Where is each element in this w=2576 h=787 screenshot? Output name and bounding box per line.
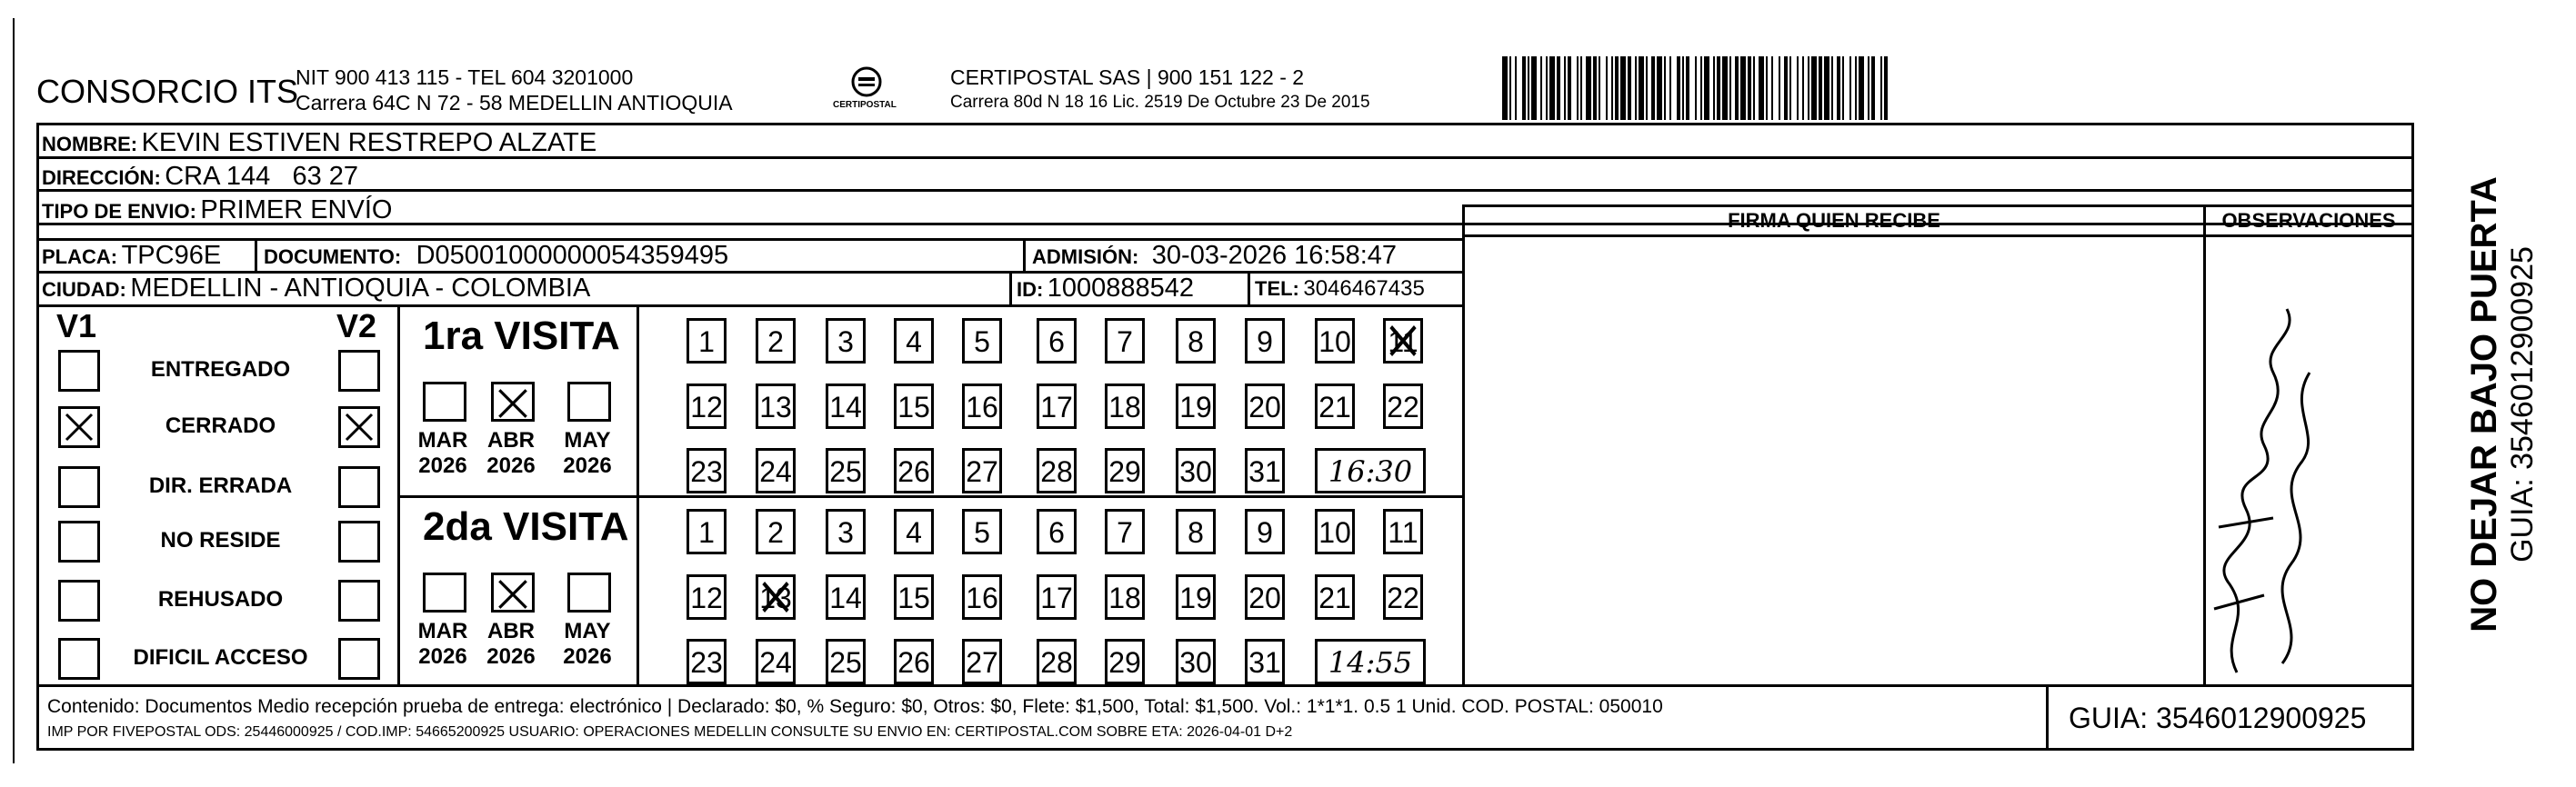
status-v2-checkbox[interactable] xyxy=(338,521,380,563)
day-box[interactable]: 3 xyxy=(826,318,866,364)
barcode-bar xyxy=(1557,56,1560,120)
visit-title: 1ra VISITA xyxy=(423,314,620,358)
barcode-bar xyxy=(1620,56,1626,120)
footer-imp: IMP POR FIVEPOSTAL ODS: 25446000925 / COD.IMP: 54665200925 USUARIO: OPERACIONES MEDELLIN CONSULTE SU ENVIO EN: CERTIPOSTAL.COM SOBRE ETA: 2026-04-01 D+2 xyxy=(47,724,1293,740)
day-box[interactable]: 12 xyxy=(687,384,727,429)
barcode-bar xyxy=(1759,56,1764,120)
month-year: 2026 xyxy=(418,453,467,478)
barcode-bar xyxy=(1686,56,1689,120)
barcode-bar xyxy=(1837,56,1840,120)
day-box[interactable]: 15 xyxy=(894,384,934,429)
day-box[interactable]: 21 xyxy=(1315,574,1355,620)
day-box[interactable]: 19 xyxy=(1176,574,1216,620)
status-v1-checkbox[interactable] xyxy=(58,406,100,448)
month-checkbox[interactable] xyxy=(567,573,611,613)
status-v2-checkbox[interactable] xyxy=(338,580,380,622)
month-year: 2026 xyxy=(418,643,467,669)
company-address: Carrera 64C N 72 - 58 MEDELLIN ANTIOQUIA xyxy=(296,91,733,115)
direccion-value: CRA 144 63 27 xyxy=(165,162,359,191)
barcode-bar xyxy=(1797,56,1799,120)
month-year: 2026 xyxy=(563,643,612,669)
day-box[interactable]: 7 xyxy=(1105,318,1145,364)
day-box[interactable]: 20 xyxy=(1245,384,1285,429)
month-year: 2026 xyxy=(486,453,536,478)
barcode-bar xyxy=(1657,56,1662,120)
id-value: 1000888542 xyxy=(1047,274,1195,303)
barcode-bar xyxy=(1766,56,1768,120)
barcode-bar xyxy=(1704,56,1709,120)
month-name: MAR xyxy=(417,619,468,643)
status-label: NO RESIDE xyxy=(160,528,281,553)
day-box[interactable]: 4 xyxy=(894,318,934,364)
x-mark-icon xyxy=(61,409,97,445)
status-label: DIR. ERRADA xyxy=(148,473,293,498)
tel-label: TEL: xyxy=(1255,277,1299,300)
month-checkbox[interactable] xyxy=(423,573,466,613)
barcode-bar xyxy=(1528,56,1529,120)
direccion-label: DIRECCIÓN: xyxy=(42,166,161,189)
day-box[interactable]: 5 xyxy=(962,509,1002,554)
day-box[interactable]: 5 xyxy=(962,318,1002,364)
barcode-bar xyxy=(1771,56,1773,120)
day-box[interactable]: 16 xyxy=(962,574,1002,620)
barcode-bar xyxy=(1700,56,1702,120)
month-name: MAY xyxy=(564,428,611,453)
x-mark-icon xyxy=(758,577,793,617)
visit-time-box[interactable]: 14:55 xyxy=(1315,639,1426,684)
day-box[interactable] xyxy=(756,574,796,620)
month-name: MAY xyxy=(564,619,611,643)
barcode-bar xyxy=(1808,56,1809,120)
day-box[interactable]: 24 xyxy=(756,448,796,493)
month-checkbox[interactable] xyxy=(491,382,535,422)
barcode-bar xyxy=(1871,56,1875,120)
ciudad-label: CIUDAD: xyxy=(42,278,126,301)
barcode-bar xyxy=(1646,56,1648,120)
month-label xyxy=(475,428,547,478)
certipostal-logo xyxy=(835,64,898,118)
x-mark-icon xyxy=(494,384,532,423)
day-box[interactable]: 21 xyxy=(1315,384,1355,429)
day-box[interactable]: 22 xyxy=(1383,574,1423,620)
documento-label: DOCUMENTO: xyxy=(264,245,402,268)
day-box[interactable]: 6 xyxy=(1037,318,1077,364)
day-box[interactable]: 11 xyxy=(1383,509,1423,554)
month-label xyxy=(406,619,479,669)
day-box[interactable]: 12 xyxy=(687,574,727,620)
barcode-bar xyxy=(1729,56,1731,120)
barcode-bar xyxy=(1677,56,1680,120)
day-box[interactable]: 8 xyxy=(1176,318,1216,364)
month-name: ABR xyxy=(487,428,535,453)
tel-value: 3046467435 xyxy=(1303,276,1425,301)
barcode-bar xyxy=(1540,56,1542,120)
status-v1-checkbox[interactable] xyxy=(58,466,100,508)
day-number: 11 xyxy=(1388,325,1418,358)
day-box[interactable]: 25 xyxy=(826,448,866,493)
barcode-bar xyxy=(1639,56,1644,120)
barcode-bar xyxy=(1717,56,1720,120)
month-checkbox[interactable] xyxy=(491,573,535,613)
no-dejar-bajo-puerta: NO DEJAR BAJO PUERTA xyxy=(2464,176,2504,633)
day-box[interactable]: 31 xyxy=(1245,639,1285,684)
day-box[interactable]: 7 xyxy=(1105,509,1145,554)
barcode-bar xyxy=(1615,56,1619,120)
day-box[interactable]: 27 xyxy=(962,639,1002,684)
barcode-bar xyxy=(1502,56,1508,120)
x-mark-icon xyxy=(494,575,532,613)
day-box[interactable]: 26 xyxy=(894,448,934,493)
barcode-bar xyxy=(1522,56,1526,120)
day-box[interactable]: 26 xyxy=(894,639,934,684)
status-v1-checkbox[interactable] xyxy=(58,350,100,392)
day-box[interactable]: 3 xyxy=(826,509,866,554)
status-label: ENTREGADO xyxy=(150,357,291,382)
month-label xyxy=(551,428,624,478)
day-box[interactable]: 27 xyxy=(962,448,1002,493)
month-label xyxy=(551,619,624,669)
barcode-bar xyxy=(1611,56,1613,120)
barcode-bar xyxy=(1509,56,1511,120)
barcode-bar xyxy=(1669,56,1671,120)
day-box[interactable]: 25 xyxy=(826,639,866,684)
barcode-bar xyxy=(1811,56,1817,120)
day-box[interactable]: 13 xyxy=(756,384,796,429)
day-box[interactable]: 1 xyxy=(687,318,727,364)
v1-header: V1 xyxy=(56,307,97,344)
status-v2-checkbox[interactable] xyxy=(338,638,380,680)
day-box[interactable]: 15 xyxy=(894,574,934,620)
status-v2-checkbox[interactable] xyxy=(338,406,380,448)
barcode-bar xyxy=(1695,56,1697,120)
day-box[interactable]: 29 xyxy=(1105,639,1145,684)
barcode-bar xyxy=(1635,56,1637,120)
barcode-bar xyxy=(1515,56,1517,120)
barcode-bar xyxy=(1789,56,1791,120)
barcode-bar xyxy=(1784,56,1788,120)
barcode-bar xyxy=(1753,56,1755,120)
month-checkbox[interactable] xyxy=(423,382,466,422)
day-box[interactable]: 2 xyxy=(756,509,796,554)
month-name: ABR xyxy=(487,619,535,643)
handwritten-signature xyxy=(2200,291,2337,682)
day-box[interactable] xyxy=(1383,318,1423,364)
barcode-bar xyxy=(1842,56,1844,120)
day-box[interactable]: 18 xyxy=(1105,384,1145,429)
status-v1-checkbox[interactable] xyxy=(58,521,100,563)
day-box[interactable]: 8 xyxy=(1176,509,1216,554)
day-box[interactable]: 2 xyxy=(756,318,796,364)
day-box[interactable]: 17 xyxy=(1037,384,1077,429)
status-v1-checkbox[interactable] xyxy=(58,580,100,622)
day-box[interactable]: 18 xyxy=(1105,574,1145,620)
month-label xyxy=(475,619,547,669)
id-label: ID: xyxy=(1017,278,1044,301)
carrier-name: CERTIPOSTAL SAS | 900 151 122 - 2 xyxy=(950,65,1305,89)
day-number: 13 xyxy=(759,582,792,614)
barcode-bar xyxy=(1651,56,1655,120)
company-nit-tel: NIT 900 413 115 - TEL 604 3201000 xyxy=(296,65,634,89)
barcode-bar xyxy=(1824,56,1829,120)
barcode-bar xyxy=(1568,56,1571,120)
barcode-bar xyxy=(1580,56,1582,120)
day-box[interactable]: 4 xyxy=(894,509,934,554)
day-box[interactable]: 31 xyxy=(1245,448,1285,493)
day-box[interactable]: 9 xyxy=(1245,318,1285,364)
vertical-guia: GUIA: 3546012900925 xyxy=(2505,246,2540,563)
footer-content: Contenido: Documentos Medio recepción prueba de entrega: electrónico | Declarado: $0, % Seguro: $0, Otros: $0, Flete: $1,500, Total: $1,500. Vol.: 1*1*1. 0.5 1 Unid. COD. POSTAL: 050010 xyxy=(47,696,1663,717)
month-checkbox[interactable] xyxy=(567,382,611,422)
day-box[interactable]: 16 xyxy=(962,384,1002,429)
barcode-bar xyxy=(1593,56,1597,120)
barcode-bar xyxy=(1779,56,1780,120)
admision-value: 30-03-2026 16:58:47 xyxy=(1151,241,1398,270)
barcode-bar xyxy=(1546,56,1548,120)
carrier-address: Carrera 80d N 18 16 Lic. 2519 De Octubre 23 De 2015 xyxy=(950,93,1370,112)
ciudad-value: MEDELLIN - ANTIOQUIA - COLOMBIA xyxy=(130,274,591,303)
barcode-bar xyxy=(1586,56,1591,120)
day-box[interactable]: 30 xyxy=(1176,448,1216,493)
month-year: 2026 xyxy=(563,453,612,478)
barcode-bar xyxy=(1740,56,1746,120)
month-year: 2026 xyxy=(486,643,536,669)
barcode-bar xyxy=(1748,56,1751,120)
barcode-bar xyxy=(1577,56,1579,120)
signature-header: FIRMA QUIEN RECIBE xyxy=(1728,209,1940,232)
barcode-bar xyxy=(1713,56,1715,120)
barcode-bar xyxy=(1628,56,1631,120)
day-box[interactable]: 28 xyxy=(1037,639,1077,684)
barcode-bar xyxy=(1880,56,1882,120)
documento-value: D05001000000054359495 xyxy=(416,241,729,270)
barcode-bar xyxy=(1664,56,1666,120)
visit-time-box[interactable]: 16:30 xyxy=(1315,448,1426,493)
day-box[interactable]: 22 xyxy=(1383,384,1423,429)
day-box[interactable]: 30 xyxy=(1176,639,1216,684)
day-box[interactable]: 24 xyxy=(756,639,796,684)
status-label: REHUSADO xyxy=(157,587,284,612)
observations-header: OBSERVACIONES xyxy=(2221,209,2396,232)
month-label xyxy=(406,428,479,478)
footer-guia: GUIA: 3546012900925 xyxy=(2069,702,2367,734)
day-box[interactable]: 6 xyxy=(1037,509,1077,554)
day-box[interactable]: 23 xyxy=(687,448,727,493)
barcode-bar xyxy=(1564,56,1566,120)
visit-title: 2da VISITA xyxy=(423,504,629,549)
barcode-bar xyxy=(1802,56,1804,120)
day-box[interactable]: 1 xyxy=(687,509,727,554)
nombre-label: NOMBRE: xyxy=(42,133,138,155)
day-box[interactable]: 10 xyxy=(1315,509,1355,554)
day-box[interactable]: 14 xyxy=(826,574,866,620)
status-v2-checkbox[interactable] xyxy=(338,466,380,508)
x-mark-icon xyxy=(1386,321,1420,361)
barcode-bar xyxy=(1599,56,1600,120)
barcode-bar xyxy=(1735,56,1739,120)
tipo-envio-value: PRIMER ENVÍO xyxy=(200,195,393,224)
barcode-bar xyxy=(1722,56,1728,120)
tipo-envio-label: TIPO DE ENVIO: xyxy=(42,200,196,223)
x-mark-icon xyxy=(341,409,377,445)
month-name: MAR xyxy=(417,428,468,453)
barcode-bar xyxy=(1868,56,1869,120)
barcode-bar xyxy=(1549,56,1555,120)
day-box[interactable]: 17 xyxy=(1037,574,1077,620)
status-label: DIFICIL ACCESO xyxy=(133,645,308,670)
status-v1-checkbox[interactable] xyxy=(58,638,100,680)
day-box[interactable]: 23 xyxy=(687,639,727,684)
status-label: CERRADO xyxy=(165,413,276,438)
logo-caption: CERTIPOSTAL xyxy=(833,100,897,110)
day-box[interactable]: 29 xyxy=(1105,448,1145,493)
day-box[interactable]: 28 xyxy=(1037,448,1077,493)
barcode-bar xyxy=(1606,56,1608,120)
barcode-bar xyxy=(1849,56,1851,120)
barcode-bar xyxy=(1531,56,1537,120)
barcode-bar xyxy=(1831,56,1833,120)
placa-label: PLACA: xyxy=(42,245,118,268)
day-box[interactable]: 19 xyxy=(1176,384,1216,429)
barcode-bar xyxy=(1819,56,1822,120)
barcode-bar xyxy=(1855,56,1857,120)
day-box[interactable]: 9 xyxy=(1245,509,1285,554)
placa-value: TPC96E xyxy=(121,241,222,270)
admision-label: ADMISIÓN: xyxy=(1032,245,1139,268)
day-box[interactable]: 14 xyxy=(826,384,866,429)
day-box[interactable]: 20 xyxy=(1245,574,1285,620)
barcode-bar xyxy=(1859,56,1864,120)
status-v2-checkbox[interactable] xyxy=(338,350,380,392)
barcode-bar xyxy=(1884,56,1888,120)
nombre-value: KEVIN ESTIVEN RESTREPO ALZATE xyxy=(141,128,597,157)
v2-header: V2 xyxy=(336,307,377,344)
company-name: CONSORCIO ITS xyxy=(36,73,299,110)
barcode-bar xyxy=(1682,56,1684,120)
day-box[interactable]: 10 xyxy=(1315,318,1355,364)
